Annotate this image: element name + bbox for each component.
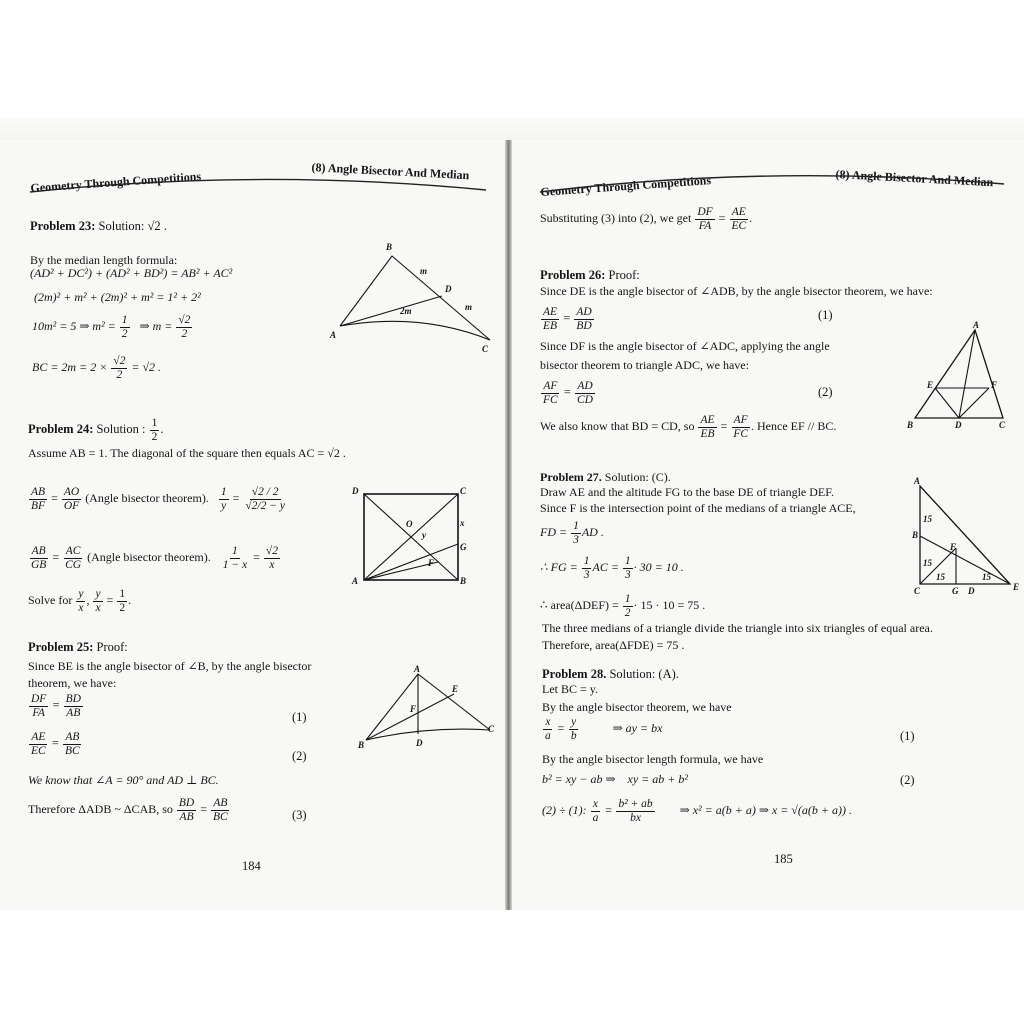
p23-line1: By the median length formula: — [30, 253, 178, 267]
p26-label-c: C — [999, 420, 1006, 430]
p27-label-c: C — [914, 586, 921, 596]
p26-label-a: A — [973, 320, 980, 330]
p27-label-15b: 15 — [923, 558, 932, 568]
p23-line4: 10m² = 5 ⇒ m² = $\frac{1}{2}$ ⇒ m = $\frac{√2}{2}$ — [32, 314, 191, 340]
p26-triangle-figure — [905, 322, 1023, 432]
p24-label-g: G — [460, 542, 467, 552]
p27-line5: ∴ area(ΔDEF) = $\frac{1}{2}$ · 15 · 10 = 75 . — [540, 593, 706, 619]
p23-label-m1: m — [420, 266, 428, 276]
p24-label-o: O — [406, 519, 413, 529]
p25-eqA: $\frac{DF}{FA}$ = $\frac{BD}{AB}$ — [31, 693, 81, 719]
p28-eqB: b² = xy − ab ⇒ xy = ab + b² — [542, 772, 688, 786]
p25-label-a: A — [414, 664, 421, 674]
p27-heading: Problem 27. Solution: (C). — [540, 470, 671, 484]
p26-eqB: $\frac{AF}{FC}$ = $\frac{AD}{CD}$ — [543, 380, 593, 406]
page-top-edge — [0, 118, 1024, 140]
p24-label-b: B — [460, 576, 467, 586]
p25-line1: Since BE is the angle bisector of ∠B, by the angle bisector — [28, 659, 312, 673]
p27-label-b: B — [912, 530, 919, 540]
p27-label-15c: 15 — [936, 572, 945, 582]
p28-eqA-number: (1) — [900, 729, 915, 743]
p27-label-15a: 15 — [923, 514, 932, 524]
p25-eqC-number: (3) — [292, 808, 307, 822]
p28-line3: By the angle bisector length formula, we have — [542, 752, 764, 766]
right-page-number: 185 — [774, 852, 793, 866]
p26-label-b: B — [907, 420, 914, 430]
p27-triangle-figure — [910, 478, 1022, 596]
p28-eqA: $\frac{x}{a}$ = $\frac{y}{b}$ ⇒ ay = bx — [545, 716, 663, 742]
p27-line6: The three medians of a triangle divide the triangle into six triangles of equal area. — [542, 621, 933, 635]
left-header-rule — [28, 172, 488, 196]
p25-heading: Problem 25: Proof: — [28, 640, 128, 654]
p26-label-f: F — [991, 380, 998, 390]
p25-label-e: E — [452, 684, 459, 694]
p24-label-c: C — [460, 486, 467, 496]
p26-line2: Since DF is the angle bisector of ∠ADC, applying the angle — [540, 339, 830, 353]
p26-eqA-number: (1) — [818, 308, 833, 322]
p27-line7: Therefore, area(ΔFDE) = 75 . — [542, 638, 685, 652]
p24-eq2: $\frac{AB}{GB}$ = $\frac{AC}{CG}$ (Angle bisector theorem). $\frac{1}{1 - x}$ = $\frac{√2}{x}$ — [31, 545, 278, 571]
subst-line: Substituting (3) into (2), we get $\frac{DF}{FA}$ = $\frac{AE}{EC}$ . — [540, 206, 753, 232]
p25-eqB: $\frac{AE}{EC}$ = $\frac{AB}{BC}$ — [31, 731, 80, 757]
p24-label-x: x — [460, 518, 465, 528]
p26-label-e: E — [927, 380, 934, 390]
p25-triangle-figure — [358, 664, 498, 750]
p27-label-g: G — [952, 586, 959, 596]
p27-line4: ∴ FG = $\frac{1}{3}$ AC = $\frac{1}{3}$ · 30 = 10 . — [540, 555, 684, 581]
p25-line4: Therefore ΔADB ~ ΔCAB, so $\frac{BD}{AB}$ = $\frac{AB}{BC}$ — [28, 797, 228, 823]
left-header-section: (8) Angle Bisector And Median — [311, 160, 470, 183]
right-header-section: (8) Angle Bisector And Median — [835, 167, 994, 190]
p24-eq1: $\frac{AB}{BF}$ = $\frac{AO}{OF}$ (Angle bisector theorem). $\frac{1}{y}$ = $\frac{√2 / 2}{√2/2 - y}$ — [31, 486, 285, 512]
p25-label-f: F — [410, 704, 417, 714]
p23-line5: BC = 2m = 2 × $\frac{√2}{2}$ = √2 . — [32, 355, 162, 381]
left-header-title: Geometry Through Competitions — [30, 169, 202, 195]
right-header-title: Geometry Through Competitions — [540, 173, 712, 199]
p26-eqA: $\frac{AE}{EB}$ = $\frac{AD}{BD}$ — [543, 306, 592, 332]
p28-line1: Let BC = y. — [542, 682, 598, 696]
p28-line2: By the angle bisector theorem, we have — [542, 700, 732, 714]
p24-square-figure — [350, 484, 480, 589]
right-header-rule — [538, 170, 1008, 196]
p27-label-15d: 15 — [982, 572, 991, 582]
p23-label-c: C — [482, 344, 489, 354]
p25-label-d: D — [416, 738, 423, 748]
p24-label-d: D — [352, 486, 359, 496]
p25-line3: We know that ∠A = 90° and AD ⊥ BC. — [28, 773, 219, 787]
p23-heading: Problem 23: Solution: √2 . — [30, 219, 167, 233]
p26-eqB-number: (2) — [818, 385, 833, 399]
p27-label-f: F — [950, 542, 957, 552]
p26-line1: Since DE is the angle bisector of ∠ADB, by the angle bisector theorem, we have: — [540, 284, 933, 298]
p24-heading: Problem 24: Solution : $\frac{1}{2}$ . — [28, 417, 164, 443]
p28-eqB-number: (2) — [900, 773, 915, 787]
book-spine — [505, 140, 512, 910]
p25-line2: theorem, we have: — [28, 676, 117, 690]
p27-label-a: A — [914, 476, 921, 486]
p23-label-d: D — [445, 284, 452, 294]
p23-line3: (2m)² + m² + (2m)² + m² = 1² + 2² — [34, 290, 201, 304]
p23-label-b: B — [386, 242, 393, 252]
p23-line2: (AD² + DC²) + (AD² + BD²) = AB² + AC² — [30, 266, 233, 280]
p27-line1: Draw AE and the altitude FG to the base DE of triangle DEF. — [540, 485, 834, 499]
p25-label-c: C — [488, 724, 495, 734]
p23-label-2m: 2m — [400, 306, 412, 316]
p28-eqC: (2) ÷ (1): $\frac{x}{a}$ = $\frac{\text{b² + ab}}{bx}$ ⇒ x² = a(b + a) ⇒ x = √(a(b + a)) . — [542, 798, 852, 824]
p24-label-a: A — [352, 576, 359, 586]
left-page-number: 184 — [242, 859, 261, 873]
p26-label-d: D — [955, 420, 962, 430]
p26-line3: bisector theorem to triangle ADC, we have: — [540, 358, 749, 372]
p27-line2: Since F is the intersection point of the medians of a triangle ACE, — [540, 501, 856, 515]
p23-triangle-figure — [330, 240, 500, 355]
p24-assume: Assume AB = 1. The diagonal of the square then equals AC = √2 . — [28, 446, 346, 460]
p26-line4: We also know that BD = CD, so $\frac{AE}{EB}$ = $\frac{AF}{FC}$ . Hence EF // BC. — [540, 414, 837, 440]
p27-line3: FD = $\frac{1}{3}$ AD . — [540, 520, 604, 546]
p27-label-d: D — [968, 586, 975, 596]
p27-label-e: E — [1013, 582, 1020, 592]
p25-eqA-number: (1) — [292, 710, 307, 724]
p26-heading: Problem 26: Proof: — [540, 268, 640, 282]
p28-heading: Problem 28. Solution: (A). — [542, 667, 679, 681]
p25-label-b: B — [358, 740, 365, 750]
p25-eqB-number: (2) — [292, 749, 307, 763]
p23-label-a: A — [330, 330, 337, 340]
p24-label-y: y — [422, 530, 426, 540]
p23-label-m2: m — [465, 302, 473, 312]
p24-solve: Solve for $\frac{y}{x}$ , $\frac{y}{x}$ = $\frac{1}{2}$ . — [28, 588, 132, 614]
p24-label-f: F — [428, 558, 435, 568]
